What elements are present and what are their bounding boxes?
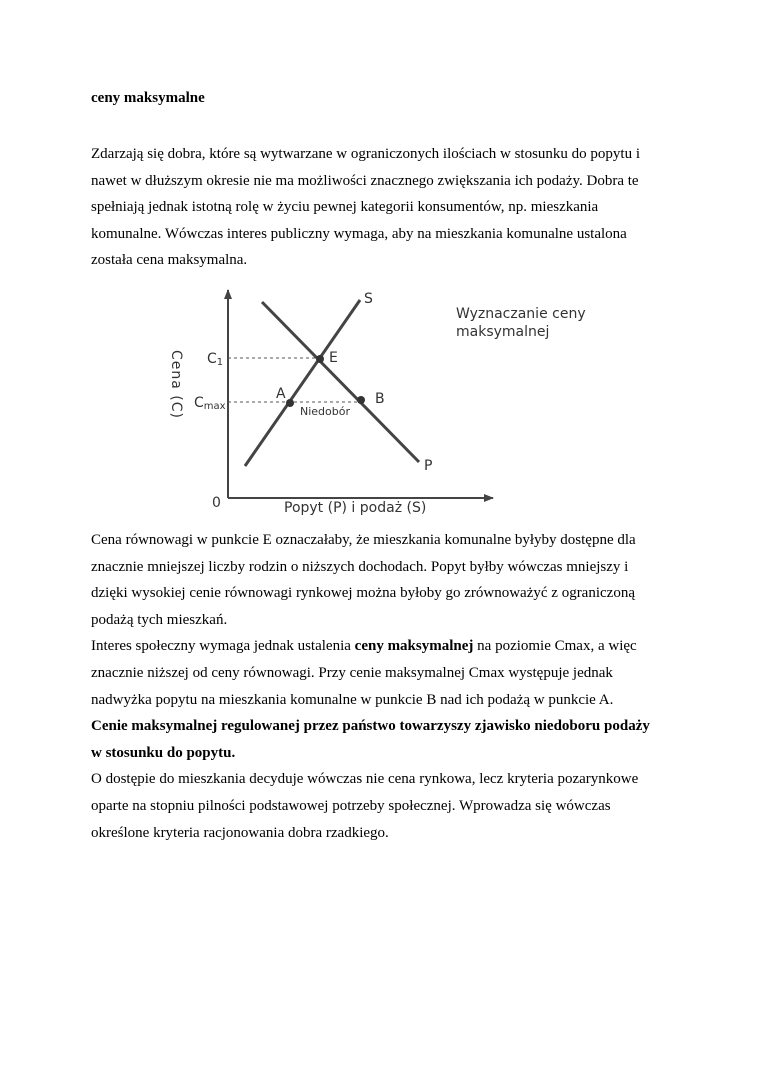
text-line (91, 633, 676, 660)
cmax-label-sub: max (203, 401, 226, 412)
point-b-label: B (375, 391, 385, 407)
text-line: oparte na stopniu pilności podstawowej potrzeby społecznej. Wprowadza się wówczas (91, 797, 611, 814)
bold-text-line: w stosunku do popytu. (91, 744, 236, 761)
text-line: komunalne. Wówczas interes publiczny wymaga, aby na mieszkania komunalne ustalona (91, 225, 627, 242)
text-line: podażą tych mieszkań. (91, 611, 228, 628)
text-segment: na poziomie Cmax, a więc (473, 638, 637, 655)
text-line: nadwyżka popytu na mieszkania komunalne w punkcie B nad ich podażą w punkcie A. (91, 691, 614, 708)
origin-label: 0 (212, 495, 221, 511)
shortage-label: Niedobór (300, 405, 350, 418)
c1-label-main: C (207, 351, 217, 367)
text-line: nawet w dłuższym okresie nie ma możliwości znacznego zwiększania ich podaży. Dobra te (91, 172, 639, 189)
emphasis-text: ceny maksymalnej (354, 638, 474, 655)
section-heading: ceny maksymalne (91, 90, 205, 106)
point-b-marker (357, 396, 365, 404)
point-e-marker (316, 355, 324, 363)
bold-text-line: Cenie maksymalnej regulowanej przez państwo towarzyszy zjawisko niedoboru podaży (91, 718, 650, 735)
supply-label: S (364, 291, 373, 307)
point-e-label: E (329, 350, 338, 366)
c1-label (207, 351, 223, 368)
demand-label: P (424, 458, 433, 474)
text-line: określone kryteria racjonowania dobra rzadkiego. (91, 824, 389, 841)
chart-title-line-2: maksymalnej (456, 324, 550, 340)
point-a-label: A (276, 386, 286, 402)
explanation-paragraph (91, 527, 676, 846)
chart-title-line-1: Wyznaczanie ceny (456, 306, 586, 322)
point-a-marker (286, 399, 294, 407)
cmax-label (194, 395, 226, 412)
text-segment: Interes społeczny wymaga jednak ustalenia (91, 638, 355, 655)
c1-label-sub: 1 (216, 357, 224, 368)
text-line: została cena maksymalna. (91, 252, 248, 269)
text-line: dzięki wysokiej cenie równowagi rynkowej można byłoby go zrównoważyć z ograniczoną (91, 585, 635, 602)
text-line: Zdarzają się dobra, które są wytwarzane w ograniczonych ilościach w stosunku do popytu i (91, 146, 640, 162)
cmax-label-main: C (194, 395, 204, 411)
y-axis-label: Cena (C) (168, 350, 184, 419)
text-line: O dostępie do mieszkania decyduje wówczas nie cena rynkowa, lecz kryteria pozarynkowe (91, 771, 639, 788)
text-line: spełniają jednak istotną rolę w życiu pewnej kategorii konsumentów, np. mieszkania (91, 199, 599, 216)
x-axis-label: Popyt (P) i podaż (S) (284, 500, 427, 516)
text-line: Cena równowagi w punkcie E oznaczałaby, że mieszkania komunalne byłyby dostępne dla (91, 532, 636, 548)
text-line: znacznie mniejszej liczby rodzin o niższych dochodach. Popyt byłby wówczas mniejszy i (91, 558, 629, 575)
text-line: znacznie niższej od ceny równowagi. Przy cenie maksymalnej Cmax występuje jednak (91, 664, 613, 681)
